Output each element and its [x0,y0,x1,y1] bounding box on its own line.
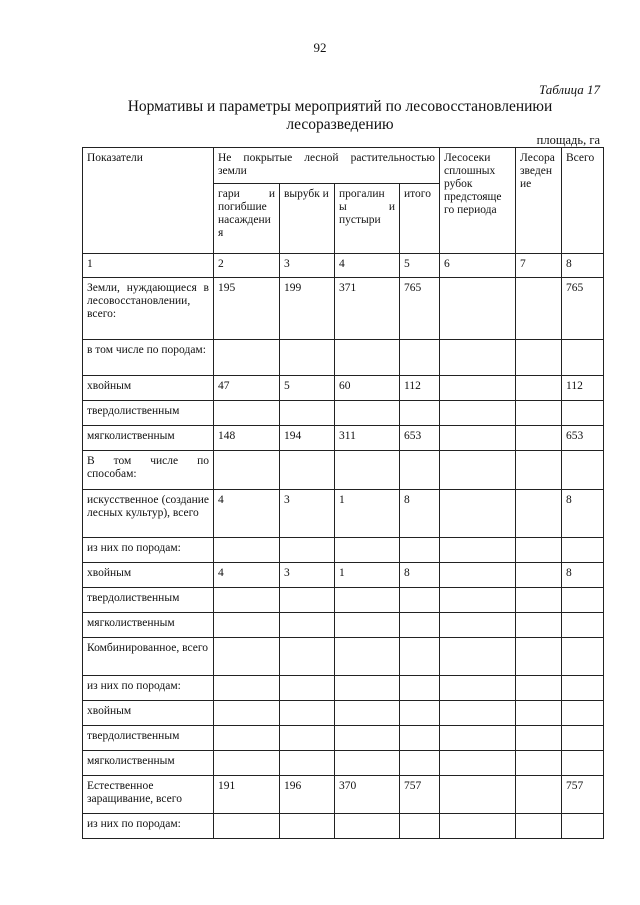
table-cell: 3 [280,563,335,588]
table-cell [562,638,604,676]
table-cell [562,613,604,638]
table-cell [214,814,280,839]
table-cell [214,676,280,701]
table-label: Таблица 17 [538,82,600,97]
title-line-1: Нормативы и параметры мероприятий по лесовосстановлениюи [127,98,553,115]
header-indicators: Показатели [83,148,214,254]
table-cell: 757 [562,776,604,814]
table-cell [516,426,562,451]
table-cell [440,278,516,340]
table-cell [335,726,400,751]
column-number: 6 [440,254,516,278]
table-cell [400,340,440,376]
table-cell [440,376,516,401]
table-row [83,490,604,538]
row-label: из них по породам: [83,538,214,563]
table-cell [562,676,604,701]
table-cell [562,588,604,613]
table-row [83,814,604,839]
column-number: 1 [83,254,214,278]
table-cell: 112 [400,376,440,401]
table-cell [440,726,516,751]
table-cell [335,814,400,839]
table-cell [280,588,335,613]
table-cell [516,588,562,613]
table-cell [400,588,440,613]
row-label: твердолиственным [83,401,214,426]
table-cell: 653 [400,426,440,451]
header-logging-areas: Лесосеки сплошных рубок предстояще го периода [440,148,516,254]
table-cell [516,563,562,588]
table-cell [516,340,562,376]
table-cell [440,426,516,451]
column-number: 3 [280,254,335,278]
table-cell [516,538,562,563]
table-cell [214,701,280,726]
table-cell [516,451,562,490]
table-cell [400,701,440,726]
table-cell [280,676,335,701]
table-cell [214,751,280,776]
header-subtotal: итого [400,184,440,254]
table-row [83,376,604,401]
table-row [83,751,604,776]
table-cell: 4 [214,563,280,588]
table-cell: 3 [280,490,335,538]
table-cell: 195 [214,278,280,340]
table-row [83,701,604,726]
table-cell: 194 [280,426,335,451]
row-label: В том числе по способам: [83,451,214,490]
table-cell [516,376,562,401]
table-cell [400,613,440,638]
row-label: в том числе по породам: [83,340,214,376]
table-cell [440,701,516,726]
table-cell [400,538,440,563]
table-cell: 112 [562,376,604,401]
table-cell [400,451,440,490]
table-row [83,401,604,426]
table-cell [214,401,280,426]
table-cell: 765 [562,278,604,340]
table-row [83,426,604,451]
table-cell [440,563,516,588]
table-cell [440,588,516,613]
table-cell [440,490,516,538]
table-cell [440,638,516,676]
normatives-table [82,147,604,839]
table-cell: 8 [400,490,440,538]
table-cell [440,751,516,776]
table-row [83,638,604,676]
table-cell: 1 [335,563,400,588]
table-cell [214,613,280,638]
table-cell [516,701,562,726]
table-cell [400,401,440,426]
table-cell [280,538,335,563]
table-cell [440,676,516,701]
table-cell [280,638,335,676]
table-cell [214,538,280,563]
table-cell [440,613,516,638]
table-cell [516,278,562,340]
table-cell [400,726,440,751]
table-cell [335,638,400,676]
table-cell: 765 [400,278,440,340]
row-label: Земли, нуждающиеся в лесовосстановлении, всего: [83,278,214,340]
table-cell [562,726,604,751]
table-cell [280,701,335,726]
table-cell [400,638,440,676]
table-row [83,676,604,701]
row-label: твердолиственным [83,588,214,613]
table-cell: 8 [400,563,440,588]
table-row [83,776,604,814]
table-cell [440,340,516,376]
table-row [83,451,604,490]
header-row-1 [83,148,604,184]
table-cell: 1 [335,490,400,538]
table-cell [335,451,400,490]
column-number: 5 [400,254,440,278]
row-label: искусственное (создание лесных культур), всего [83,490,214,538]
table-cell [280,814,335,839]
table-cell: 4 [214,490,280,538]
table-cell [516,676,562,701]
table-row [83,726,604,751]
table-cell [280,401,335,426]
table-cell [280,751,335,776]
table-cell [440,401,516,426]
table-cell [335,751,400,776]
table-row [83,340,604,376]
table-body [83,148,604,839]
table-cell [280,340,335,376]
table-cell [516,751,562,776]
column-number: 7 [516,254,562,278]
row-label: мягколиственным [83,426,214,451]
table-cell [400,676,440,701]
table-cell [516,401,562,426]
column-number: 2 [214,254,280,278]
table-cell: 191 [214,776,280,814]
table-cell [214,451,280,490]
table-cell: 199 [280,278,335,340]
row-label: мягколиственным [83,751,214,776]
table-cell [516,814,562,839]
table-cell [440,538,516,563]
title-line-2: лесоразведению [286,116,394,133]
table-cell [562,538,604,563]
table-cell [562,814,604,839]
table-cell [280,613,335,638]
table-cell [440,451,516,490]
row-label: Естественное заращивание, всего [83,776,214,814]
table-cell [280,451,335,490]
table-cell [280,726,335,751]
row-label: хвойным [83,376,214,401]
table-cell: 5 [280,376,335,401]
row-label: Комбинированное, всего [83,638,214,676]
header-total: Всего [562,148,604,254]
header-glades: прогалин ы и пустыри [335,184,400,254]
header-clearcuts: вырубк и [280,184,335,254]
row-label: из них по породам: [83,676,214,701]
table-cell [214,638,280,676]
table-cell [335,401,400,426]
table-cell: 311 [335,426,400,451]
table-cell [562,340,604,376]
column-number: 4 [335,254,400,278]
table-cell [562,701,604,726]
table-cell [516,613,562,638]
table-cell: 370 [335,776,400,814]
table-cell: 653 [562,426,604,451]
table-row [83,563,604,588]
table-cell [562,451,604,490]
row-label: из них по породам: [83,814,214,839]
table-cell [516,638,562,676]
column-number: 8 [562,254,604,278]
table-cell [335,676,400,701]
table-cell [400,751,440,776]
table-cell [335,538,400,563]
header-burns: гари и погибшие насаждени я [214,184,280,254]
table-cell [214,340,280,376]
row-label: хвойным [83,701,214,726]
table-cell [214,588,280,613]
header-afforestation: Лесора зведен ие [516,148,562,254]
table-cell: 371 [335,278,400,340]
table-row [83,588,604,613]
table-cell [516,490,562,538]
units-label: площадь, га [536,133,600,147]
table-cell: 60 [335,376,400,401]
table-cell: 196 [280,776,335,814]
header-not-covered: Не покрытые лесной растительностью земли [214,148,440,184]
table-cell: 47 [214,376,280,401]
row-label: твердолиственным [83,726,214,751]
table-cell: 757 [400,776,440,814]
table-cell: 8 [562,563,604,588]
document-title [110,98,570,134]
table-cell [440,776,516,814]
table-cell [562,751,604,776]
table-row [83,538,604,563]
row-label: хвойным [83,563,214,588]
page-number: 92 [313,40,327,55]
table-row [83,613,604,638]
table-cell [335,588,400,613]
table-row [83,278,604,340]
table-cell [214,726,280,751]
table-cell [562,401,604,426]
table-cell [335,701,400,726]
table-cell [516,776,562,814]
table-cell: 8 [562,490,604,538]
table-cell [516,726,562,751]
table-cell [400,814,440,839]
table-cell [335,340,400,376]
table-cell [440,814,516,839]
row-label: мягколиственным [83,613,214,638]
table-cell: 148 [214,426,280,451]
table-cell [335,613,400,638]
column-number-row [83,254,604,278]
